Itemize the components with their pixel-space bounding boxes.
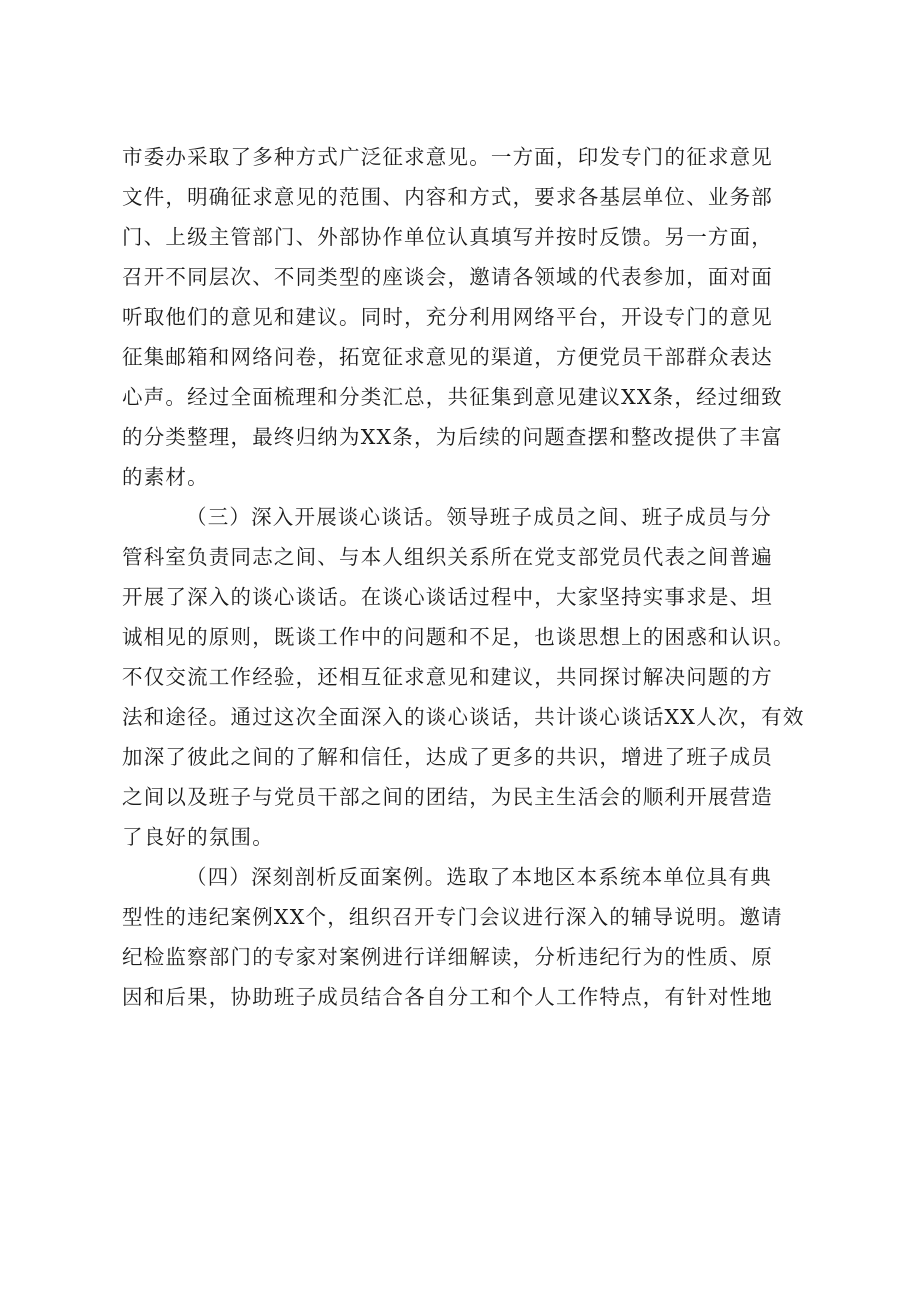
text-line: 门、上级主管部门、外部协作单位认真填写并按时反馈。另一方面， <box>122 225 773 249</box>
section-heading-line: （三）深入开展谈心谈话。领导班子成员之间、班子成员与分 <box>186 505 772 529</box>
text-line: 纪检监察部门的专家对案例进行详细解读，分析违纪行为的性质、原 <box>122 945 773 969</box>
text-line: 的素材。 <box>122 465 209 489</box>
text-line: 型性的违纪案例XX个，组织召开专门会议进行深入的辅导说明。邀请 <box>122 905 783 929</box>
text-line: 市委办采取了多种方式广泛征求意见。一方面，印发专门的征求意见 <box>122 145 773 169</box>
text-line: 法和途径。通过这次全面深入的谈心谈话，共计谈心谈话XX人次，有效 <box>122 705 805 729</box>
text-line: 的分类整理，最终归纳为XX条，为后续的问题查摆和整改提供了丰富 <box>122 425 783 449</box>
text-line: 之间以及班子与党员干部之间的团结，为民主生活会的顺利开展营造 <box>122 785 773 809</box>
text-line: 听取他们的意见和建议。同时，充分利用网络平台，开设专门的意见 <box>122 305 773 329</box>
text-line: 文件，明确征求意见的范围、内容和方式，要求各基层单位、业务部 <box>122 185 773 209</box>
section-heading-line: （四）深刻剖析反面案例。选取了本地区本系统本单位具有典 <box>186 865 772 889</box>
text-line: 因和后果，协助班子成员结合各自分工和个人工作特点，有针对性地 <box>122 985 773 1009</box>
text-line: 心声。经过全面梳理和分类汇总，共征集到意见建议XX条，经过细致 <box>122 385 783 409</box>
text-line: 管科室负责同志之间、与本人组织关系所在党支部党员代表之间普遍 <box>122 545 773 569</box>
text-line: 不仅交流工作经验，还相互征求意见和建议，共同探讨解决问题的方 <box>122 665 773 689</box>
text-line: 召开不同层次、不同类型的座谈会，邀请各领域的代表参加，面对面 <box>122 265 773 289</box>
text-line: 征集邮箱和网络问卷，拓宽征求意见的渠道，方便党员干部群众表达 <box>122 345 773 369</box>
text-line: 加深了彼此之间的了解和信任，达成了更多的共识，增进了班子成员 <box>122 745 773 769</box>
text-line: 了良好的氛围。 <box>122 825 274 849</box>
text-line: 诚相见的原则，既谈工作中的问题和不足，也谈思想上的困惑和认识。 <box>122 625 795 649</box>
text-line: 开展了深入的谈心谈话。在谈心谈话过程中，大家坚持实事求是、坦 <box>122 585 773 609</box>
